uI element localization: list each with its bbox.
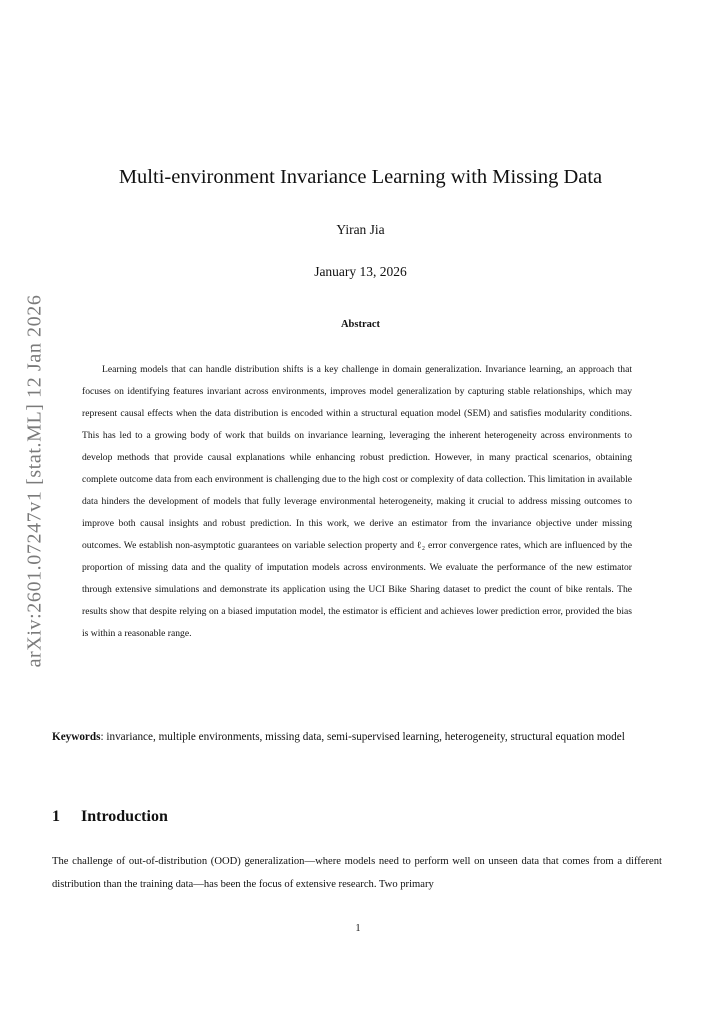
abstract-heading: Abstract <box>340 319 381 330</box>
arxiv-identifier-stamp: arXiv:2601.07247v1 [stat.ML] 12 Jan 2026 <box>23 294 46 668</box>
section-heading-introduction <box>52 806 168 828</box>
keywords-label: Keywords <box>52 731 101 743</box>
introduction-paragraph: The challenge of out-of-distribution (OOD) generalization—where models need to perform well on unseen data that comes from a different distribution than the training data—has been the focus of extensive research. Two primary <box>52 856 662 890</box>
keywords-paragraph <box>52 726 662 749</box>
paper-author: Yiran Jia <box>336 222 385 237</box>
keywords-list: : invariance, multiple environments, missing data, semi-supervised learning, heterogeneity, structural equation model <box>100 731 625 743</box>
paper-title: Multi-environment Invariance Learning with Missing Data <box>118 166 603 188</box>
page-number: 1 <box>355 923 361 934</box>
section-number: 1 <box>52 808 60 825</box>
abstract-text: Learning models that can handle distribution shifts is a key challenge in domain generalization. Invariance learning, an approach that focuses on identifying features invariant across environments, improves model generalization by capturing stable relationships, which may represent causal effects when the data distribution is encoded within a structural equation model (SEM) and satisfies modularity conditions. This has led to a growing body of work that builds on invariance learning, leveraging the inherent heterogeneity across environments to develop methods that provide causal explanations while enhancing robust prediction. However, in many practical scenarios, obtaining complete outcome data from each environment is challenging due to the high cost or complexity of data collection. This limitation in available data hinders the development of models that fully leverage environmental heterogeneity, making it crucial to address missing outcomes to improve both causal insights and robust prediction. In this work, we derive an estimator from the invariance objective under missing outcomes. We establish non-asymptotic guarantees on variable selection property and ℓ₂ error convergence rates, which are influenced by the proportion of missing data and the quality of imputation models across environments. We evaluate the performance of the new estimator through extensive simulations and demonstrate its application using the UCI Bike Sharing dataset to predict the count of bike rentals. The results show that despite relying on a biased imputation model, the estimator is efficient and achieves lower prediction error, provided the bias is within a reasonable range. <box>82 364 632 639</box>
paper-date: January 13, 2026 <box>314 264 407 279</box>
section-title: Introduction <box>81 808 168 825</box>
